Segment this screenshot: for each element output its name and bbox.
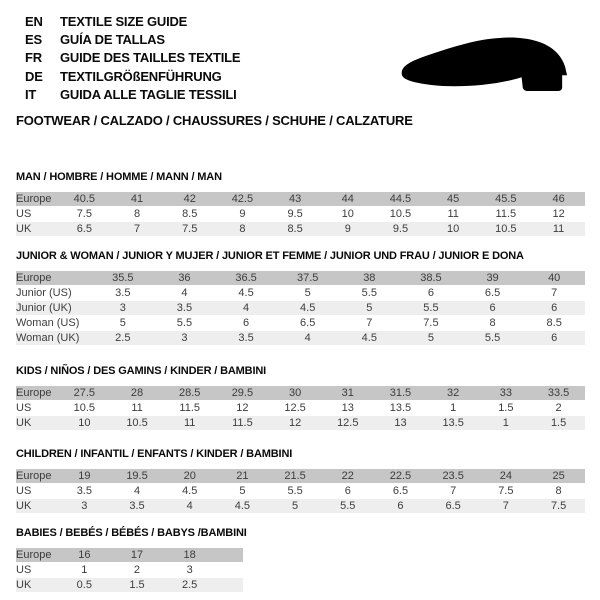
size-table-junior — [16, 270, 585, 346]
size-cell: 5.5 — [269, 484, 322, 498]
size-cell: 4.5 — [216, 499, 269, 513]
size-cell: 4.5 — [215, 286, 277, 300]
size-cell: 27.5 — [58, 386, 111, 400]
size-cell: 42 — [163, 192, 216, 206]
table-row-uk — [16, 416, 585, 430]
size-cell: 7 — [111, 222, 164, 236]
size-cell: 12 — [216, 401, 269, 415]
size-cell: 1 — [480, 416, 533, 430]
size-cell: 10.5 — [480, 222, 533, 236]
row-label: UK — [16, 578, 58, 592]
size-cell: 39 — [462, 271, 524, 285]
size-cell: 22 — [321, 469, 374, 483]
table-row-junior-us — [16, 286, 585, 300]
size-cell: 7 — [523, 286, 585, 300]
table-row-europe — [16, 271, 585, 285]
size-cell: 28.5 — [163, 386, 216, 400]
row-label: Europe — [16, 386, 58, 400]
size-cell: 5.5 — [154, 316, 216, 330]
row-label: Europe — [16, 548, 58, 562]
size-cell: 37.5 — [277, 271, 339, 285]
table-row-us — [16, 484, 585, 498]
table-row-uk — [16, 222, 585, 236]
size-cell: 11.5 — [480, 207, 533, 221]
size-cell: 3.5 — [215, 331, 277, 345]
size-cell: 5 — [400, 331, 462, 345]
row-label: Europe — [16, 469, 58, 483]
spacer-cell — [216, 578, 243, 592]
size-cell: 3.5 — [58, 484, 111, 498]
size-cell: 1.5 — [532, 416, 585, 430]
size-cell: 5 — [339, 301, 401, 315]
size-cell: 31 — [321, 386, 374, 400]
size-cell: 6 — [462, 301, 524, 315]
size-cell: 45 — [427, 192, 480, 206]
size-cell: 21.5 — [269, 469, 322, 483]
size-cell: 38 — [339, 271, 401, 285]
size-cell: 13 — [321, 401, 374, 415]
table-row-us — [16, 401, 585, 415]
size-cell: 2.5 — [163, 578, 216, 592]
dress-shoe-icon — [398, 36, 576, 93]
size-cell: 5 — [216, 484, 269, 498]
size-cell: 5.5 — [321, 499, 374, 513]
size-cell: 5.5 — [462, 331, 524, 345]
language-label: GUÍA DE TALLAS — [60, 32, 165, 48]
section-title-children: CHILDREN / INFANTIL / ENFANTS / KINDER / BAMBINI — [16, 448, 293, 461]
size-cell: 31.5 — [374, 386, 427, 400]
language-label: GUIDE DES TAILLES TEXTILE — [60, 50, 241, 66]
size-cell: 11.5 — [163, 401, 216, 415]
table-row-europe — [16, 192, 585, 206]
size-cell: 33 — [480, 386, 533, 400]
size-cell: 1.5 — [111, 578, 164, 592]
size-cell: 7 — [339, 316, 401, 330]
size-cell: 13.5 — [374, 401, 427, 415]
size-cell: 43 — [269, 192, 322, 206]
size-table-children — [16, 468, 585, 514]
size-cell: 45.5 — [480, 192, 533, 206]
size-cell: 11 — [111, 401, 164, 415]
size-cell: 6 — [374, 499, 427, 513]
language-code: FR — [25, 50, 42, 66]
size-cell: 9.5 — [269, 207, 322, 221]
size-cell: 7.5 — [480, 484, 533, 498]
size-cell: 12.5 — [269, 401, 322, 415]
table-row-europe — [16, 548, 243, 562]
table-row-uk — [16, 499, 585, 513]
size-cell: 8 — [111, 207, 164, 221]
size-cell: 42.5 — [216, 192, 269, 206]
size-cell: 6 — [321, 484, 374, 498]
section-title-man: MAN / HOMBRE / HOMME / MANN / MAN — [16, 171, 222, 184]
row-label: US — [16, 563, 58, 577]
size-section-babies — [16, 527, 585, 593]
language-label: TEXTILE SIZE GUIDE — [60, 14, 188, 29]
size-cell: 3.5 — [154, 301, 216, 315]
size-cell: 11 — [532, 222, 585, 236]
size-cell: 29.5 — [216, 386, 269, 400]
row-label: Junior (UK) — [16, 301, 92, 315]
size-cell: 5.5 — [400, 301, 462, 315]
language-label: TEXTILGRÖßENFÜHRUNG — [60, 68, 222, 84]
section-title-junior: JUNIOR & WOMAN / JUNIOR Y MUJER / JUNIOR ET FEMME / JUNIOR UND FRAU / JUNIOR E DONA — [16, 250, 524, 263]
language-label: GUIDA ALLE TAGLIE TESSILI — [60, 86, 237, 102]
size-cell: 28 — [111, 386, 164, 400]
size-cell: 10.5 — [374, 207, 427, 221]
size-cell: 3.5 — [111, 499, 164, 513]
size-cell: 9 — [216, 207, 269, 221]
row-label: Europe — [16, 192, 58, 206]
size-cell: 18 — [163, 548, 216, 562]
size-cell: 8 — [532, 484, 585, 498]
size-cell: 3 — [163, 563, 216, 577]
section-title-babies: BABIES / BEBÉS / BÉBÉS / BABYS /BAMBINI — [16, 527, 247, 540]
size-cell: 11 — [427, 207, 480, 221]
size-cell: 32 — [427, 386, 480, 400]
size-cell: 13 — [374, 416, 427, 430]
size-cell: 6 — [523, 301, 585, 315]
size-cell: 4 — [163, 499, 216, 513]
size-cell: 9 — [321, 222, 374, 236]
size-cell: 8 — [462, 316, 524, 330]
size-cell: 8.5 — [163, 207, 216, 221]
size-cell: 12 — [532, 207, 585, 221]
size-cell: 36 — [154, 271, 216, 285]
size-cell: 5 — [277, 286, 339, 300]
size-cell: 10.5 — [58, 401, 111, 415]
row-label: Woman (UK) — [16, 331, 92, 345]
size-cell: 6.5 — [277, 316, 339, 330]
size-cell: 10 — [321, 207, 374, 221]
table-row-junior-uk — [16, 301, 585, 315]
size-section-children — [16, 448, 585, 514]
size-section-junior — [16, 250, 585, 346]
row-label: Woman (US) — [16, 316, 92, 330]
category-title: FOOTWEAR / CALZADO / CHAUSSURES / SCHUHE / CALZATURE — [16, 113, 413, 129]
row-label: UK — [16, 222, 58, 236]
size-cell: 10 — [58, 416, 111, 430]
size-cell: 11.5 — [216, 416, 269, 430]
size-cell: 44 — [321, 192, 374, 206]
size-tables — [16, 171, 585, 593]
size-cell: 7 — [427, 484, 480, 498]
size-cell: 6.5 — [462, 286, 524, 300]
table-row-woman-us — [16, 316, 585, 330]
size-cell: 2.5 — [92, 331, 154, 345]
size-cell: 25 — [532, 469, 585, 483]
size-cell: 4.5 — [339, 331, 401, 345]
size-cell: 40 — [523, 271, 585, 285]
size-cell: 11 — [163, 416, 216, 430]
size-cell: 41 — [111, 192, 164, 206]
table-row-europe — [16, 386, 585, 400]
size-cell: 17 — [111, 548, 164, 562]
size-cell: 4.5 — [277, 301, 339, 315]
size-cell: 4 — [111, 484, 164, 498]
size-cell: 1 — [58, 563, 111, 577]
size-cell: 24 — [480, 469, 533, 483]
row-label: US — [16, 207, 58, 221]
size-cell: 6.5 — [58, 222, 111, 236]
size-cell: 1 — [427, 401, 480, 415]
size-cell: 0.5 — [58, 578, 111, 592]
size-cell: 6 — [400, 286, 462, 300]
size-cell: 6.5 — [374, 484, 427, 498]
row-label: UK — [16, 416, 58, 430]
spacer-cell — [216, 563, 243, 577]
size-table-man — [16, 191, 585, 237]
size-cell: 8.5 — [269, 222, 322, 236]
size-cell: 8 — [216, 222, 269, 236]
size-cell: 44.5 — [374, 192, 427, 206]
size-cell: 21 — [216, 469, 269, 483]
size-cell: 20 — [163, 469, 216, 483]
spacer-cell — [216, 548, 243, 562]
row-label: US — [16, 484, 58, 498]
size-cell: 7.5 — [532, 499, 585, 513]
size-cell: 7.5 — [400, 316, 462, 330]
size-cell: 6 — [523, 331, 585, 345]
table-row-us — [16, 563, 243, 577]
size-cell: 6 — [215, 316, 277, 330]
size-cell: 30 — [269, 386, 322, 400]
language-row-en — [25, 13, 585, 31]
size-cell: 3.5 — [92, 286, 154, 300]
size-cell: 10 — [427, 222, 480, 236]
size-cell: 4.5 — [163, 484, 216, 498]
size-section-kids — [16, 365, 585, 431]
size-cell: 46 — [532, 192, 585, 206]
size-cell: 19.5 — [111, 469, 164, 483]
size-cell: 4 — [154, 286, 216, 300]
table-row-us — [16, 207, 585, 221]
table-row-woman-uk — [16, 331, 585, 345]
size-cell: 3 — [58, 499, 111, 513]
size-cell: 38.5 — [400, 271, 462, 285]
language-code: DE — [25, 68, 43, 84]
section-title-kids: KIDS / NIÑOS / DES GAMINS / KINDER / BAMBINI — [16, 365, 267, 378]
language-code: IT — [25, 86, 37, 102]
size-cell: 3 — [92, 301, 154, 315]
size-cell: 6.5 — [427, 499, 480, 513]
size-cell: 35.5 — [92, 271, 154, 285]
size-cell: 22.5 — [374, 469, 427, 483]
size-table-babies — [16, 547, 243, 593]
row-label: US — [16, 401, 58, 415]
size-cell: 9.5 — [374, 222, 427, 236]
size-cell: 2 — [532, 401, 585, 415]
size-cell: 8.5 — [523, 316, 585, 330]
size-cell: 4 — [215, 301, 277, 315]
size-cell: 2 — [111, 563, 164, 577]
size-cell: 3 — [154, 331, 216, 345]
size-table-kids — [16, 385, 585, 431]
size-cell: 7 — [480, 499, 533, 513]
size-cell: 16 — [58, 548, 111, 562]
row-label: Europe — [16, 271, 92, 285]
size-cell: 1.5 — [480, 401, 533, 415]
size-cell: 33.5 — [532, 386, 585, 400]
size-cell: 4 — [277, 331, 339, 345]
language-code: EN — [25, 14, 43, 29]
size-cell: 40.5 — [58, 192, 111, 206]
size-cell: 7.5 — [58, 207, 111, 221]
table-row-uk — [16, 578, 243, 592]
size-cell: 7.5 — [163, 222, 216, 236]
language-code: ES — [25, 32, 42, 48]
table-row-europe — [16, 469, 585, 483]
size-cell: 13.5 — [427, 416, 480, 430]
size-section-man — [16, 171, 585, 237]
size-cell: 19 — [58, 469, 111, 483]
size-cell: 5.5 — [339, 286, 401, 300]
row-label: Junior (US) — [16, 286, 92, 300]
size-cell: 10.5 — [111, 416, 164, 430]
size-cell: 12 — [269, 416, 322, 430]
size-cell: 12.5 — [321, 416, 374, 430]
row-label: UK — [16, 499, 58, 513]
size-cell: 36.5 — [215, 271, 277, 285]
size-cell: 5 — [92, 316, 154, 330]
size-cell: 23.5 — [427, 469, 480, 483]
size-cell: 5 — [269, 499, 322, 513]
